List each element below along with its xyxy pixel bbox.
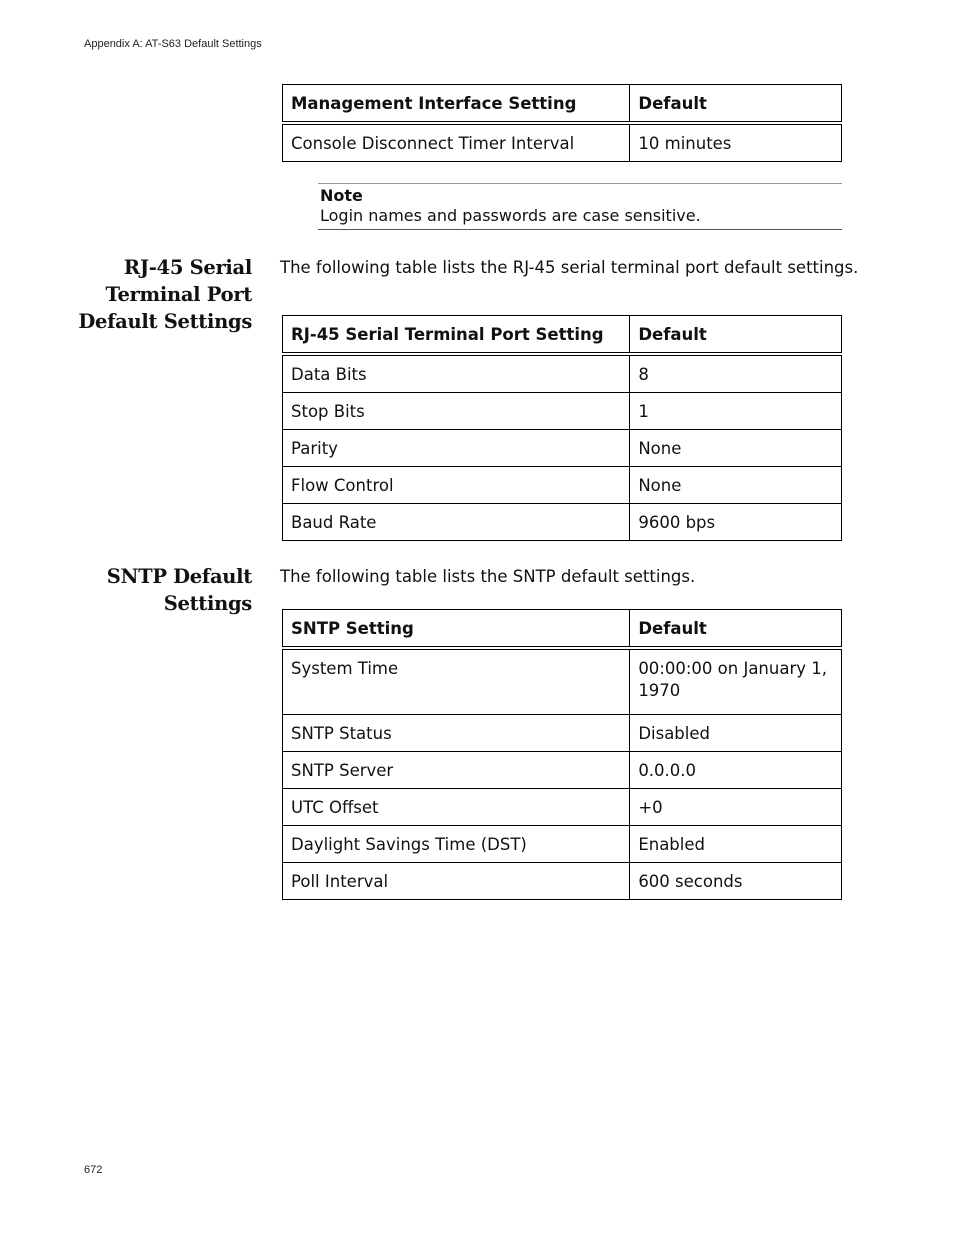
table-row — [283, 430, 842, 467]
column-header: SNTP Setting — [283, 610, 630, 649]
default-cell: 8 — [630, 354, 842, 393]
table-header-row — [283, 316, 842, 355]
default-cell: 00:00:00 on January 1, 1970 — [630, 648, 842, 715]
heading-line: Settings — [163, 592, 252, 615]
column-header: RJ-45 Serial Terminal Port Setting — [283, 316, 630, 355]
column-header: Default — [630, 610, 842, 649]
heading-line: SNTP Default — [106, 565, 252, 588]
default-cell: 0.0.0.0 — [630, 752, 842, 789]
default-cell: 1 — [630, 393, 842, 430]
setting-cell: Poll Interval — [283, 863, 630, 900]
table-row — [283, 648, 842, 715]
setting-cell: Parity — [283, 430, 630, 467]
setting-cell: Baud Rate — [283, 504, 630, 541]
sntp-section-heading — [107, 563, 252, 617]
column-header: Default — [630, 85, 842, 124]
table-row — [283, 863, 842, 900]
default-cell: Disabled — [630, 715, 842, 752]
table-row — [283, 467, 842, 504]
table-header-row — [283, 610, 842, 649]
default-cell: None — [630, 430, 842, 467]
setting-cell: Console Disconnect Timer Interval — [283, 123, 630, 162]
rj45-section-intro: The following table lists the RJ-45 serial terminal port default settings. — [280, 258, 859, 277]
note-title: Note — [320, 186, 363, 205]
default-cell: 600 seconds — [630, 863, 842, 900]
table-row — [283, 123, 842, 162]
table-row — [283, 752, 842, 789]
default-cell: 10 minutes — [630, 123, 842, 162]
default-cell: +0 — [630, 789, 842, 826]
heading-line: Terminal Port — [105, 283, 252, 306]
default-cell: None — [630, 467, 842, 504]
management-settings-table — [282, 84, 842, 162]
table-header-row — [283, 85, 842, 124]
default-cell: 9600 bps — [630, 504, 842, 541]
page-number: 672 — [84, 1164, 103, 1176]
column-header: Management Interface Setting — [283, 85, 630, 124]
running-header: Appendix A: AT-S63 Default Settings — [84, 38, 262, 50]
heading-line: RJ-45 Serial — [123, 256, 252, 279]
setting-cell: Stop Bits — [283, 393, 630, 430]
table-row — [283, 393, 842, 430]
table-row — [283, 715, 842, 752]
rj45-section-heading — [78, 254, 252, 335]
setting-cell: Daylight Savings Time (DST) — [283, 826, 630, 863]
table-row — [283, 354, 842, 393]
setting-cell: Data Bits — [283, 354, 630, 393]
sntp-settings-table — [282, 609, 842, 900]
table-row — [283, 789, 842, 826]
setting-cell: Flow Control — [283, 467, 630, 504]
setting-cell: SNTP Server — [283, 752, 630, 789]
table-row — [283, 504, 842, 541]
setting-cell: SNTP Status — [283, 715, 630, 752]
column-header: Default — [630, 316, 842, 355]
rj45-settings-table — [282, 315, 842, 541]
note-text: Login names and passwords are case sensitive. — [320, 206, 701, 225]
setting-cell: System Time — [283, 648, 630, 715]
note-box — [318, 183, 842, 230]
setting-cell: UTC Offset — [283, 789, 630, 826]
heading-line: Default Settings — [78, 310, 252, 333]
default-cell: Enabled — [630, 826, 842, 863]
table-row — [283, 826, 842, 863]
sntp-section-intro: The following table lists the SNTP default settings. — [280, 567, 696, 586]
